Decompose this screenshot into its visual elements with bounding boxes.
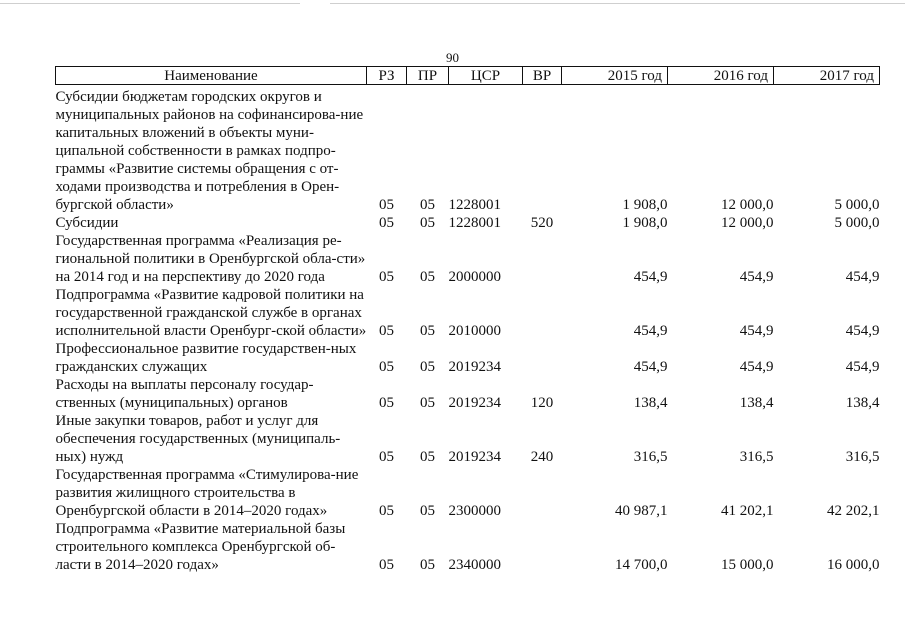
row-2015: 454,9	[633, 269, 668, 285]
row-2016: 454,9	[739, 269, 774, 285]
row-vr	[523, 466, 562, 520]
row-pr: 05	[420, 557, 435, 573]
row-name: Государственная программа «Стимулирова-ние развития жилищного строительства в Оренбургской области в 2014–2020 годах»	[55, 467, 359, 519]
row-vr: 520	[530, 215, 554, 231]
table-row	[56, 286, 880, 340]
row-2015: 454,9	[633, 323, 668, 339]
table-header-row	[56, 67, 880, 85]
row-2017: 5 000,0	[834, 197, 880, 213]
row-rz: 05	[379, 323, 394, 339]
row-2017: 316,5	[845, 449, 880, 465]
row-2015: 138,4	[633, 395, 668, 411]
row-vr	[523, 340, 562, 376]
row-pr: 05	[420, 215, 435, 231]
row-2017: 16 000,0	[827, 557, 880, 573]
row-csr: 2019234	[448, 449, 501, 465]
row-csr: 1228001	[448, 215, 501, 231]
row-name: Государственная программа «Реализация ре-гиональной политики в Оренбургской обла-сти» на 2014 год и на перспективу до 2020 года	[55, 233, 366, 285]
row-2016: 12 000,0	[721, 215, 774, 231]
row-csr: 2010000	[448, 323, 501, 339]
scan-edge-line-right	[330, 3, 905, 4]
row-pr: 05	[420, 359, 435, 375]
row-2016: 15 000,0	[721, 557, 774, 573]
row-2015: 14 700,0	[615, 557, 668, 573]
row-rz: 05	[379, 359, 394, 375]
header-name: Наименование	[56, 67, 367, 85]
row-vr	[523, 232, 562, 286]
row-vr	[523, 286, 562, 340]
row-2017: 42 202,1	[827, 503, 880, 519]
page-number: 90	[446, 50, 459, 65]
row-2017: 454,9	[845, 323, 880, 339]
row-vr	[523, 88, 562, 214]
row-name: Субсидии	[55, 215, 119, 231]
row-2015: 454,9	[633, 359, 668, 375]
row-2017: 454,9	[845, 359, 880, 375]
row-rz: 05	[379, 215, 394, 231]
scan-edge-line-left	[0, 3, 300, 4]
row-2016: 41 202,1	[721, 503, 774, 519]
row-rz: 05	[379, 197, 394, 213]
row-csr: 2019234	[448, 359, 501, 375]
row-2016: 138,4	[739, 395, 774, 411]
row-pr: 05	[420, 269, 435, 285]
header-pr: ПР	[407, 67, 449, 85]
row-pr: 05	[420, 449, 435, 465]
row-rz: 05	[379, 395, 394, 411]
row-pr: 05	[420, 197, 435, 213]
row-csr: 2340000	[448, 557, 501, 573]
row-name: Субсидии бюджетам городских округов и муниципальных районов на софинансирова-ние капитальных вложений в объекты муни-ципальной собственности в рамках подпро-граммы «Развитие системы обращения с от-ходами производства и потребления в Орен-бургской области»	[55, 89, 364, 213]
header-2017: 2017 год	[774, 67, 880, 85]
row-name: Подпрограмма «Развитие материальной базы строительного комплекса Оренбургской об-ласти в 2014–2020 годах»	[55, 521, 346, 573]
table-row	[56, 340, 880, 376]
table-row	[56, 520, 880, 574]
row-vr: 240	[530, 449, 554, 465]
row-2015: 1 908,0	[622, 215, 668, 231]
row-2017: 5 000,0	[834, 215, 880, 231]
row-name: Иные закупки товаров, работ и услуг для обеспечения государственных (муниципаль-ных) нужд	[55, 413, 341, 465]
row-pr: 05	[420, 503, 435, 519]
row-name: Профессиональное развитие государствен-ных гражданских служащих	[55, 341, 357, 375]
header-2015: 2015 год	[562, 67, 668, 85]
row-2016: 316,5	[739, 449, 774, 465]
row-rz: 05	[379, 503, 394, 519]
row-2017: 138,4	[845, 395, 880, 411]
row-2016: 12 000,0	[721, 197, 774, 213]
budget-table	[55, 66, 880, 574]
row-csr: 2000000	[448, 269, 501, 285]
table-row	[56, 232, 880, 286]
table-row	[56, 214, 880, 232]
row-2015: 316,5	[633, 449, 668, 465]
row-2016: 454,9	[739, 323, 774, 339]
table-row	[56, 88, 880, 214]
row-vr	[523, 520, 562, 574]
header-rz: РЗ	[367, 67, 407, 85]
header-vr: ВР	[523, 67, 562, 85]
row-csr: 2019234	[448, 395, 501, 411]
table-row	[56, 412, 880, 466]
row-2015: 1 908,0	[622, 197, 668, 213]
table-row	[56, 466, 880, 520]
row-pr: 05	[420, 323, 435, 339]
row-rz: 05	[379, 557, 394, 573]
table-row	[56, 376, 880, 412]
row-vr: 120	[530, 395, 554, 411]
row-name: Расходы на выплаты персоналу государ-ственных (муниципальных) органов	[55, 377, 314, 411]
row-2015: 40 987,1	[615, 503, 668, 519]
header-2016: 2016 год	[668, 67, 774, 85]
row-csr: 1228001	[448, 197, 501, 213]
row-csr: 2300000	[448, 503, 501, 519]
row-name: Подпрограмма «Развитие кадровой политики на государственной гражданской службе в органах исполнительной власти Оренбург-ской области»	[55, 287, 367, 339]
row-pr: 05	[420, 395, 435, 411]
row-rz: 05	[379, 449, 394, 465]
row-2016: 454,9	[739, 359, 774, 375]
header-csr: ЦСР	[449, 67, 523, 85]
row-rz: 05	[379, 269, 394, 285]
row-2017: 454,9	[845, 269, 880, 285]
